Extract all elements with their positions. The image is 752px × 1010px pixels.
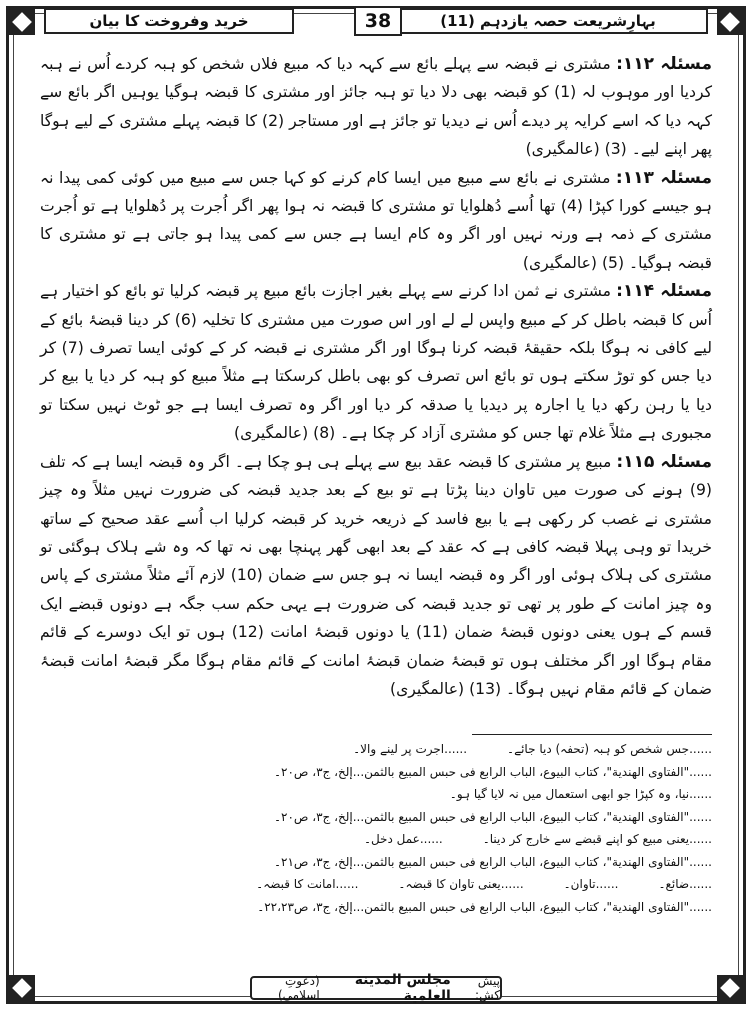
corner-ornament-top-left: [9, 9, 35, 35]
masla-text: مبیع پر مشتری کا قبضہ عقد بیع سے پہلے ہی ہو چکا ہے۔ اگر وہ قبضہ ایسا ہے کہ تلف (9) ہونے کی صورت میں تاوان دینا پڑتا ہے تو بیع کے بعد جدید قبضہ کی ضرورت نہیں مثلاً وہ چیز مشتری نے غصب کر رکھی ہے یا بیع فاسد کے ذریعہ خرید کر قبضہ کرلیا اب اُسے عقد صحیح کے ساتھ خریدا تو وہی پہلا قبضہ کافی ہے کہ عقد کے بعد ابھی گھر پہنچا بھی نہ تھا کہ وہ شے ہلاک ہوگئی تو مشتری کی ہلاک ہوئی اور اگر وہ قبضہ ایسا نہ ہو جس سے ضمان (10) لازم آئے مثلاً مشتری کے پاس وہ چیز امانت کے طور پر تھی تو جدید قبضہ کی ضرورت ہے یہی حکم سب جگہ ہے دونوں قبضے ایک قسم کے ہوں یعنی دونوں قبضۂ ضمان (11) یا دونوں قبضۂ امانت (12) ہوں تو ایک دوسرے کے قائم مقام ہوگا اور اگر مختلف ہوں تو قبضۂ ضمان قبضۂ امانت کے قائم مقام ہوگا مگر قبضۂ امانت قبضۂ ضمان کے قائم مقام نہیں ہوگا۔ (13) (عالمگیری): [40, 452, 712, 698]
footnote: ......عمل دخل۔: [363, 832, 443, 846]
page-header: [44, 8, 708, 36]
masla-paragraph: [40, 50, 712, 164]
masla-text: مشتری نے بائع سے مبیع میں ایسا کام کرنے کو کہا جس سے مبیع میں کوئی کمی پیدا نہ ہو جیسے کورا کپڑا (4) تھا اُسے دُھلوایا تو مشتری کا قبضہ نہ ہوا پھر اگر اُجرت پر دُھلوایا ہے تو اُجرت مشتری کے ذمہ ہے ورنہ نہیں اور اگر وہ کام ایسا ہے جس سے کمی پیدا ہو جاتی ہے تو مشتری کا قبضہ ہوگیا۔ (5) (عالمگیری): [40, 168, 713, 272]
page-footer: [250, 972, 502, 1004]
masla-paragraph: [40, 277, 712, 447]
publisher-name: مجلس المدینة العلمیة: [354, 972, 451, 1004]
footnote: ......"الفتاوی الھندیة"، کتاب البیوع، الباب الرابع فی حبس المبیع بالثمن...إلخ، ج۳، ص۲۰۔: [273, 809, 712, 824]
footnote: ......"الفتاوی الھندیة"، کتاب البیوع، الباب الرابع فی حبس المبیع بالثمن...إلخ، ج۳، ص۲۱۔: [273, 854, 712, 869]
footnote: ......اجرت پر لینے والا۔: [353, 742, 468, 756]
masla-paragraph: [40, 164, 712, 278]
footnote: ......جس شخص کو ہبہ (تحفہ) دیا جائے۔: [507, 742, 712, 756]
book-title: بہارِشریعت حصہ یازدہم (11): [388, 8, 708, 34]
corner-ornament-bottom-left: [9, 975, 35, 1001]
footnote: ......"الفتاوی الھندیة"، کتاب البیوع، الباب الرابع فی حبس المبیع بالثمن...إلخ، ج۳، ص۲۰۔: [273, 764, 712, 779]
corner-ornament-bottom-right: [717, 975, 743, 1001]
footnote: ......یعنی مبیع کو اپنے قبضے سے خارج کر دینا۔: [482, 832, 712, 846]
footnote-row: [40, 738, 712, 761]
footnote-separator: [472, 734, 712, 735]
footnote: ......تاوان۔: [563, 877, 619, 891]
footer-prefix: پیش کش:: [474, 974, 500, 1002]
footnote: ......یعنی تاوان کا قبضہ۔: [398, 877, 524, 891]
masla-paragraph: [40, 448, 712, 704]
masla-label: مسئلہ ۱۱۲:: [616, 54, 712, 74]
footnote: ......ضائع۔: [658, 877, 712, 891]
footnote-row: [40, 873, 712, 896]
footnote: ......"الفتاوی الھندیة"، کتاب البیوع، الباب الرابع فی حبس المبیع بالثمن...إلخ، ج۳، ص۲۲،۲۳۔: [257, 899, 712, 914]
footer-suffix: (دعوتِ اسلامی): [278, 974, 320, 1002]
footnote: ......امانت کا قبضہ۔: [256, 877, 359, 891]
footnote-row: [40, 806, 712, 829]
main-text: [40, 50, 712, 710]
masla-text: مشتری نے قبضہ سے پہلے بائع سے کہہ دیا کہ مبیع فلاں شخص کو ہبہ کردے اُس نے ہبہ کردیا اور موہوب لہ (1) کو قبضہ بھی دلا دیا تو ہبہ جائز اور مشتری کا قبضہ ہوگیا یوہیں اگر بائع سے کہہ دیا کہ اسے کرایہ پر دیدے اُس نے دیدیا تو جائز ہے اور مستاجر (2) کا قبضہ پہلے مشتری کے لیے ہوگا پھر اپنے لیے۔ (3) (عالمگیری): [40, 55, 712, 159]
chapter-title: خرید وفروخت کا بیان: [44, 8, 294, 34]
masla-label: مسئلہ ۱۱۴:: [616, 281, 712, 302]
footnote-row: [40, 896, 712, 919]
page-number: 38: [354, 6, 402, 36]
footnote: ......نیا، وہ کپڑا جو ابھی استعمال میں نہ لایا گیا ہو۔: [449, 787, 712, 801]
footnote-row: [40, 783, 712, 806]
masla-label: مسئلہ ۱۱۳:: [615, 167, 712, 188]
corner-ornament-top-right: [717, 9, 743, 35]
footnote-row: [40, 828, 712, 851]
masla-label: مسئلہ ۱۱۵:: [616, 451, 712, 472]
footnote-row: [40, 761, 712, 784]
footnotes: [40, 738, 712, 918]
masla-text: مشتری نے ثمن ادا کرنے سے پہلے بغیر اجازت بائع مبیع پر قبضہ کرلیا تو بائع کو اختیار ہے اُس کا قبضہ باطل کر کے مبیع واپس لے لے اور اس صورت میں مشتری کا تخلیہ (6) کر دینا قبضۂ بائع کے لیے کافی نہ ہوگا بلکہ حقیقۂ قبضہ کرنا ہوگا اور اگر مشتری نے قبضہ کر کے کوئی ایسا تصرف (7) کر دیا جس کو توڑ سکتے ہوں تو بائع اس تصرف کو بھی باطل کرسکتا ہے مثلاً مبیع کو ہبہ کر دیا یا بیع کر دیا یا رہن رکھ دیا یا اجارہ پر دیدیا یا صدقہ کر دیا اور اگر وہ تصرف ایسا ہے جو ٹوٹ نہیں سکتا تو مجبوری ہے مثلاً غلام تھا جس کو مشتری آزاد کر چکا ہے۔ (8) (عالمگیری): [40, 282, 712, 443]
footnote-row: [40, 851, 712, 874]
